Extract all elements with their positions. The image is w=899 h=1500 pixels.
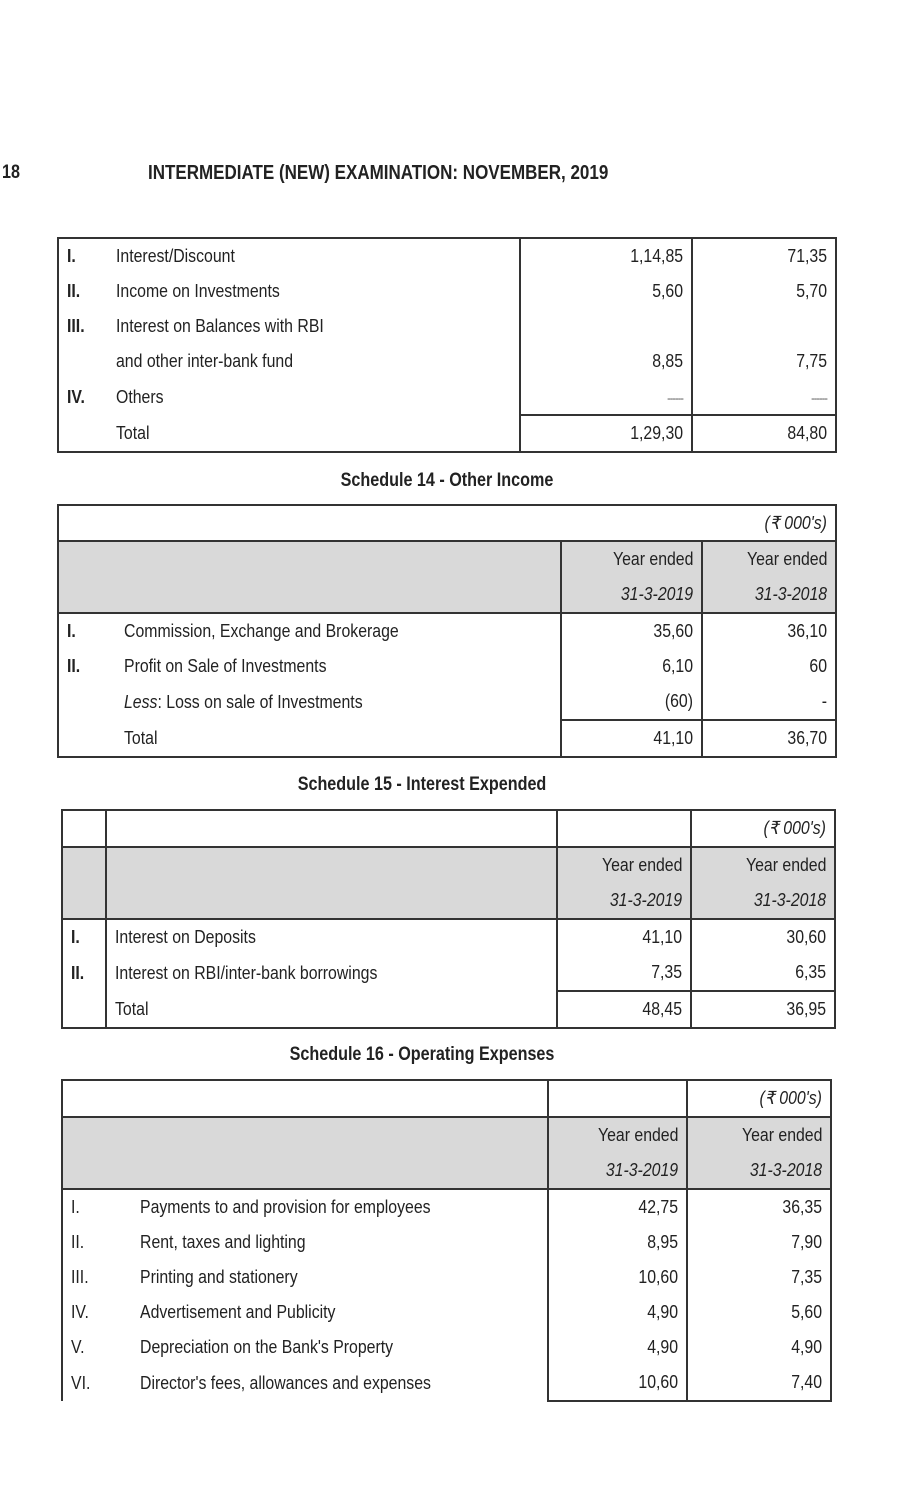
col-header-2018: Year ended (745, 855, 826, 875)
col-date-2019: 31-3-2019 (621, 584, 694, 604)
table-row (58, 379, 836, 415)
value-2019: 8,85 (652, 351, 683, 371)
row-number: I. (71, 927, 80, 947)
value-2019: 35,60 (653, 621, 694, 641)
value-2019: 4,90 (647, 1302, 679, 1322)
table-row (58, 649, 836, 684)
value-2018: 7,90 (791, 1232, 822, 1252)
value-2019: 1,14,85 (630, 246, 683, 266)
row-number: II. (71, 1232, 85, 1252)
schedule-14-title: Schedule 14 - Other Income (340, 470, 554, 491)
row-number: II. (67, 656, 81, 676)
row-number: VI. (71, 1372, 91, 1393)
value-2018: ------ (811, 391, 827, 405)
row-number: III. (71, 1267, 89, 1287)
value-2019: 8,95 (647, 1232, 679, 1252)
row-label: Others (116, 386, 164, 407)
value-2019: 5,60 (652, 281, 683, 301)
schedule-15-table (61, 809, 836, 1029)
row-number: V. (71, 1337, 85, 1357)
unit-label: (₹ 000's) (763, 818, 826, 838)
value-2018: 7,75 (796, 351, 827, 371)
less-prefix: Less (123, 691, 158, 712)
page-number: 18 (2, 162, 20, 183)
table-row (58, 344, 836, 379)
table-row (62, 1189, 831, 1225)
col-header-2019: Year ended (612, 549, 694, 569)
schedule-14-table (57, 504, 837, 758)
row-label: : Loss on sale of Investments (157, 691, 363, 712)
schedule-13-table (57, 237, 837, 453)
value-2018: 4,90 (791, 1337, 822, 1357)
table-row (62, 955, 835, 991)
value-2019: 6,10 (662, 656, 694, 676)
total-2018: 84,80 (787, 423, 827, 443)
row-label: Director's fees, allowances and expenses (139, 1372, 431, 1393)
schedule-15-title: Schedule 15 - Interest Expended (297, 774, 547, 795)
total-row (58, 720, 836, 757)
row-label: Interest/Discount (116, 246, 235, 266)
value-2019: ------ (667, 391, 683, 405)
row-number: I. (67, 621, 76, 641)
value-2018: 6,35 (795, 962, 826, 982)
table-row (58, 613, 836, 649)
value-2019: (60) (665, 691, 694, 711)
value-2019: 4,90 (647, 1337, 679, 1357)
total-row (58, 415, 836, 452)
table-row (62, 1365, 831, 1401)
total-label: Total (116, 422, 150, 443)
total-label: Total (123, 727, 158, 748)
value-2018: 7,40 (791, 1372, 822, 1392)
value-2018: - (821, 691, 827, 711)
schedule-16-table (61, 1079, 832, 1402)
row-label: Commission, Exchange and Brokerage (123, 621, 399, 641)
row-label: Profit on Sale of Investments (123, 656, 327, 676)
col-date-2018: 31-3-2018 (753, 890, 826, 910)
total-row (62, 991, 835, 1028)
total-2018: 36,70 (787, 728, 827, 748)
row-label: Interest on Deposits (114, 927, 256, 947)
row-number: I. (71, 1197, 80, 1217)
table-row (62, 919, 835, 955)
total-2018: 36,95 (786, 999, 826, 1019)
row-number: III. (67, 316, 85, 336)
value-2019: 42,75 (638, 1197, 679, 1217)
table-row (62, 1225, 831, 1260)
col-date-2019: 31-3-2019 (610, 890, 683, 910)
value-2019: 10,60 (638, 1267, 679, 1287)
schedule-16-title: Schedule 16 - Operating Expenses (289, 1044, 555, 1065)
table-row (58, 309, 836, 344)
col-header-2018: Year ended (746, 549, 827, 569)
row-number: II. (71, 962, 85, 983)
value-2018: 5,60 (791, 1302, 822, 1322)
col-date-2019: 31-3-2019 (606, 1160, 679, 1180)
row-number: II. (67, 281, 81, 301)
value-2019: 41,10 (642, 927, 683, 947)
row-label: Advertisement and Publicity (139, 1302, 336, 1322)
row-label: and other inter-bank fund (116, 351, 294, 371)
table-row (62, 1295, 831, 1330)
unit-label: (₹ 000's) (759, 1088, 822, 1108)
table-row (58, 274, 836, 309)
row-number: IV. (71, 1302, 89, 1322)
value-2019: 10,60 (638, 1372, 679, 1392)
page-header: INTERMEDIATE (NEW) EXAMINATION: NOVEMBER, 2019 (148, 162, 609, 184)
table-row (62, 1330, 831, 1365)
value-2018: 36,10 (787, 621, 827, 641)
row-label: Payments to and provision for employees (139, 1197, 431, 1217)
row-label: Depreciation on the Bank's Property (139, 1337, 393, 1357)
row-label: Interest on RBI/inter-bank borrowings (114, 962, 378, 983)
col-date-2018: 31-3-2018 (754, 584, 827, 604)
value-2018: 71,35 (787, 246, 827, 266)
row-label: Rent, taxes and lighting (139, 1232, 306, 1252)
row-label: Printing and stationery (139, 1267, 298, 1287)
col-header-2018: Year ended (741, 1125, 822, 1145)
value-2018: 7,35 (791, 1267, 822, 1287)
total-2019: 1,29,30 (630, 423, 683, 443)
row-label: Interest on Balances with RBI (116, 316, 324, 336)
total-label: Total (114, 998, 149, 1019)
total-2019: 48,45 (642, 999, 683, 1019)
col-header-2019: Year ended (601, 855, 683, 875)
table-row (58, 238, 836, 274)
table-row (58, 684, 836, 720)
col-date-2018: 31-3-2018 (749, 1160, 822, 1180)
table-row (62, 1260, 831, 1295)
row-number: IV. (67, 386, 85, 407)
value-2018: 60 (809, 656, 827, 676)
value-2018: 30,60 (786, 927, 826, 947)
value-2019: 7,35 (651, 962, 683, 982)
value-2018: 36,35 (782, 1197, 822, 1217)
row-label: Income on Investments (116, 281, 280, 301)
total-2019: 41,10 (653, 728, 694, 748)
unit-label: (₹ 000's) (764, 512, 827, 533)
row-number: I. (67, 246, 76, 266)
col-header-2019: Year ended (597, 1125, 679, 1145)
value-2018: 5,70 (796, 281, 827, 301)
